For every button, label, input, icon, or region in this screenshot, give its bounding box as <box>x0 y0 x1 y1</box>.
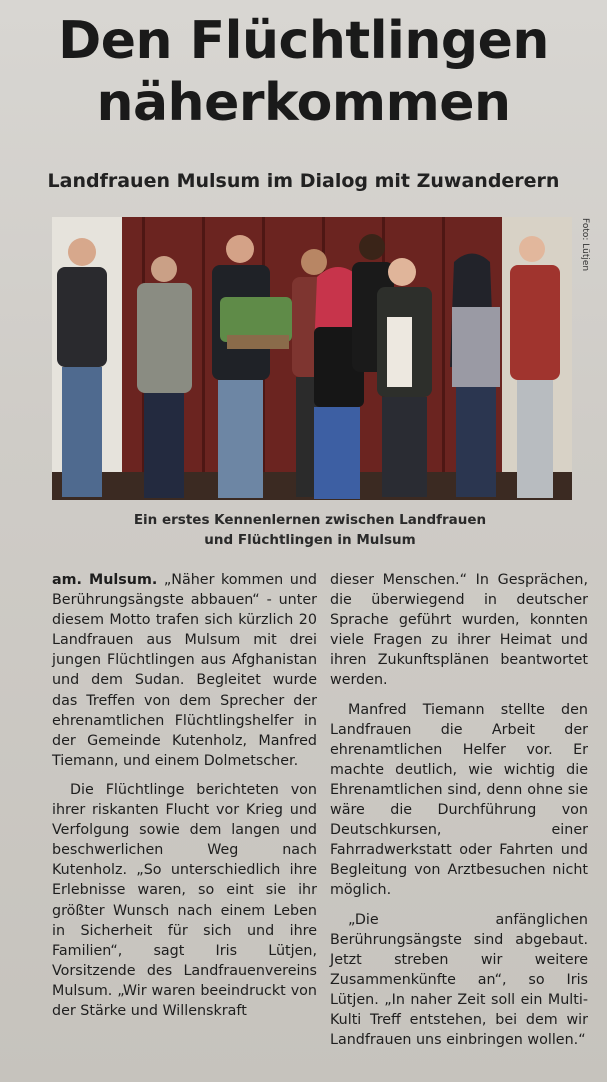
article-column-left <box>52 570 317 1030</box>
paragraph-2-continued: dieser Menschen.“ In Gesprächen, die überwiegend in deutscher Sprache geführt wurden, konnten viele Fragen zu ihrer Heimat und ihren Zukunftsplänen beantwortet werden. <box>330 572 588 689</box>
paragraph-1-text: „Näher kommen und Berührungsängste abbauen“ - unter diesem Motto trafen sich kürzlich 20 Landfrauen aus Mulsum mit drei jungen Flüchtlingen aus Afghanistan und dem Sudan. Begleitet wurde das Treffen von dem Sprecher der ehrenamtlichen Flüchtlingshelfer in der Gemeinde Kutenholz, Manfred Tiemann, und einem Dolmetscher. <box>52 572 317 769</box>
group-photo <box>52 217 572 500</box>
dateline: am. Mulsum. <box>52 572 158 588</box>
paragraph-1 <box>52 570 317 771</box>
headline <box>0 10 607 134</box>
photo-credit: Foto: Lütjen <box>580 218 590 272</box>
caption-line-2: und Flüchtlingen in Mulsum <box>204 532 416 548</box>
headline-line-2: näherkommen <box>96 73 511 133</box>
caption-line-1: Ein erstes Kennenlernen zwischen Landfrauen <box>133 512 487 528</box>
paragraph-4: „Die anfänglichen Berührungsängste sind abgebaut. Jetzt streben wir weitere Zusammenkünfte an“, so Iris Lütjen. „In naher Zeit soll ein Multi-Kulti Treff entstehen, bei dem wir Landfrauen uns einbringen wollen.“ <box>330 911 588 1049</box>
paragraph-3: Manfred Tiemann stellte den Landfrauen die Arbeit der ehrenamtlichen Helfer vor. Er machte deutlich, wie wichtig die Ehrenamtlichen sind, denn ohne sie wäre die Durchführung von Deutschkursen, einer Fahrradwerkstatt oder Fahrten und Begleitung von Arztbesuchen nicht möglich. <box>330 701 588 899</box>
photo-caption <box>60 510 560 550</box>
headline-line-1: Den Flüchtlingen <box>58 11 549 71</box>
subheadline: Landfrauen Mulsum im Dialog mit Zuwanderern <box>47 170 560 192</box>
article-column-right <box>330 570 588 1059</box>
paragraph-2: Die Flüchtlinge berichteten von ihrer riskanten Flucht vor Krieg und Verfolgung sowie dem langen und beschwerlichen Weg nach Kutenholz. „So unterschiedlich ihre Erlebnisse waren, so eint sie ihr größter Wunsch nach einem Leben in Sicherheit für sich und ihre Familien“, sagt Iris Lütjen, Vorsitzende des Landfrauenvereins Mulsum. „Wir waren beeindruckt von der Stärke und Willenskraft <box>52 781 317 1019</box>
